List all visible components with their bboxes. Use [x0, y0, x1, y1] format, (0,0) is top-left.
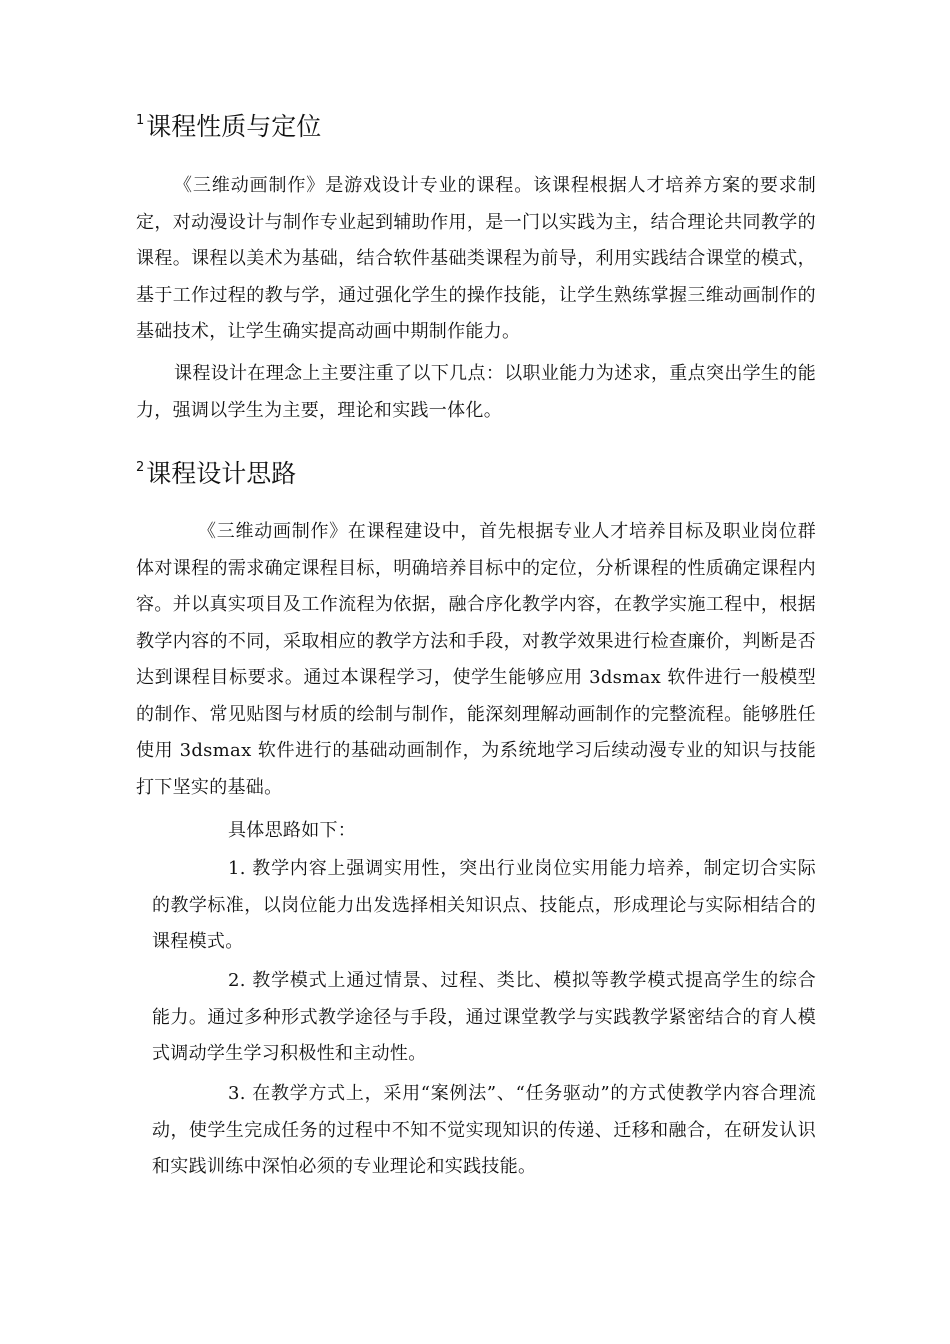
section-2-intro-paragraph: 《三维动画制作》在课程建设中，首先根据专业人才培养目标及职业岗位群体对课程的需求确定课程目标，明确培养目标中的定位，分析课程的性质确定课程内容。并以真实项目及工作流程为依据，融合序化教学内容，在教学实施工程中，根据教学内容的不同，采取相应的教学方法和手段，对教学效果进行检查廉价，判断是否达到课程目标要求。通过本课程学习，使学生能够应用 3dsmax 软件进行一般模型的制作、常见贴图与材质的绘制与制作，能深刻理解动画制作的完整流程。能够胜任使用 3dsmax 软件进行的基础动画制作，为系统地学习后续动漫专业的知识与技能打下坚实的基础。: [136, 521, 816, 798]
section-1-paragraph-1: 《三维动画制作》是游戏设计专业的课程。该课程根据人才培养方案的要求制定，对动漫设计与制作专业起到辅助作用，是一门以实践为主，结合理论共同教学的课程。课程以美术为基础，结合软件基础类课程为前导，利用实践结合课堂的模式，基于工作过程的教与学，通过强化学生的操作技能，让学生熟练掌握三维动画制作的基础技术，让学生确实提高动画中期制作能力。: [136, 175, 816, 342]
section-2-number: 2: [136, 460, 145, 475]
section-1-number: 1: [136, 113, 145, 128]
section-1-paragraph-2: 课程设计在理念上主要注重了以下几点：以职业能力为述求，重点突出学生的能力，强调以学生为主要，理论和实践一体化。: [136, 363, 816, 421]
list-item: 2. 教学模式上通过情景、过程、类比、模拟等教学模式提高学生的综合能力。通过多种形式教学途径与手段，通过课堂教学与实践教学紧密结合的育人模式调动学生学习积极性和主动性。: [152, 970, 816, 1064]
section-2-lead-text: 具体思路如下：: [228, 820, 357, 841]
list-item: 1. 教学内容上强调实用性，突出行业岗位实用能力培养，制定切合实际的教学标准，以岗位能力出发选择相关知识点、技能点，形成理论与实际相结合的课程模式。: [152, 858, 816, 952]
section-2-heading: [136, 453, 296, 489]
section-2-title: 课程设计思路: [146, 459, 297, 488]
list-item: 3. 在教学方式上，采用“案例法”、“任务驱动”的方式使教学内容合理流动，使学生完成任务的过程中不知不觉实现知识的传递、迁移和融合，在研发认识和实践训练中深怕必须的专业理论和实践技能。: [152, 1083, 816, 1177]
section-1-title: 课程性质与定位: [146, 112, 322, 141]
section-1-heading: [136, 106, 321, 142]
